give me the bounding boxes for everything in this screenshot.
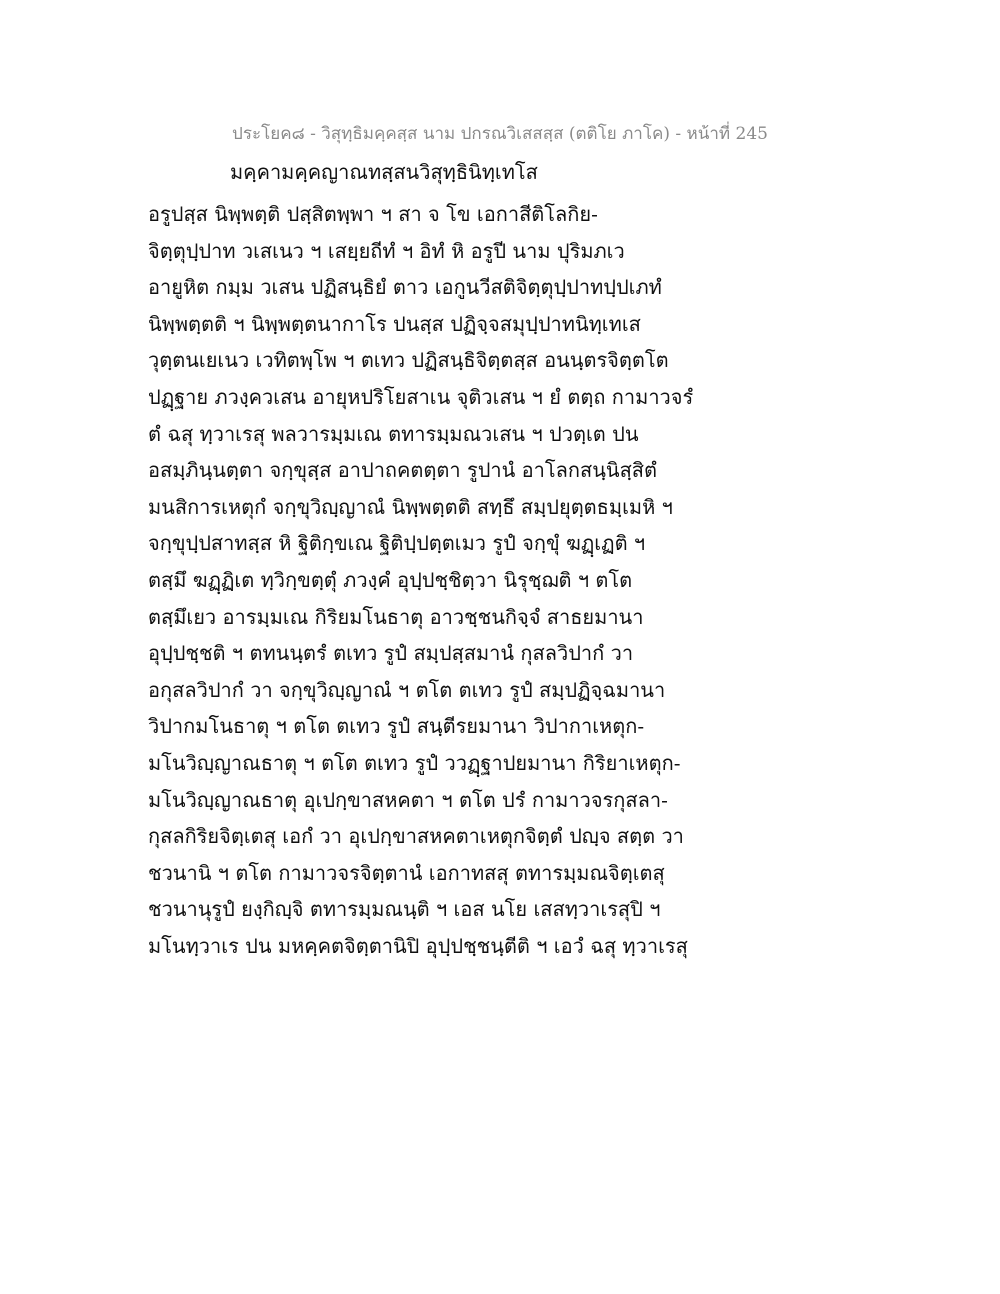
text-line: วิปากมโนธาตุ ฯ ตโต ตเทว รูปํ สนฺตีรยมานา วิปากาเหตุก- [148,714,645,739]
text-line: มโนวิญฺญาณธาตุ อุเปกฺขาสหคตา ฯ ตโต ปรํ กามาวจรกุสลา- [148,787,668,812]
text-line: ตสฺมึเยว อารมฺมเณ กิริยมโนธาตุ อาวชฺชนกิจฺจํ สาธยมานา [148,604,644,629]
text-line: จิตฺตุปฺปาท วเสเนว ฯ เสยฺยถีทํ ฯ อิทํ หิ อรูปี นาม ปุริมภเว [148,238,625,263]
text-line: อกุสลวิปากํ วา จกฺขุวิญฺญาณํ ฯ ตโต ตเทว รูปํ สมฺปฏิจฺฉมานา [148,677,666,702]
text-line: ตํ ฉสุ ทฺวาเรสุ พลวารมฺมเณ ตทารมฺมณวเสน ฯ ปวตฺเต ปน [148,421,639,446]
text-line: อสมฺภินฺนตฺตา จกฺขุสฺส อาปาถคตตฺตา รูปานํ อาโลกสนฺนิสฺสิตํ [148,458,657,483]
text-line: ชวนานุรูปํ ยงฺกิญฺจิ ตทารมฺมณนฺติ ฯ เอส นโย เสสทฺวาเรสุปิ ฯ [148,897,661,922]
section-heading: มคฺคามคฺคญาณทสฺสนวิสุทฺธินิทฺเทโส [230,160,538,184]
text-line: อายูหิต กมฺม วเสน ปฏิสนฺธิยํ ตาว เอกูนวีสติจิตฺตุปฺปาทปฺปเภทํ [148,275,662,300]
text-line: อุปฺปชฺชติ ฯ ตทนนฺตรํ ตเทว รูปํ สมฺปสฺสมานํ กุสลวิปากํ วา [148,641,634,666]
text-line: ตสฺมึ ฆฏฺฏิเต ทฺวิกฺขตฺตุํ ภวงฺคํ อุปฺปชฺชิตฺวา นิรุชฺฌติ ฯ ตโต [148,567,633,592]
text-line: มนสิการเหตุกํ จกฺขุวิญฺญาณํ นิพฺพตฺตติ สทฺธึ สมฺปยุตฺตธมฺเมหิ ฯ [148,494,673,519]
text-line: จกฺขุปฺปสาทสฺส หิ ฐิติกฺขเณ ฐิติปฺปตฺตเมว รูปํ จกฺขุํ ฆฏฺเฏติ ฯ [148,531,646,556]
running-header: ประโยค๘ - วิสุทฺธิมคฺคสฺส นาม ปกรณวิเสสสฺส (ตติโย ภาโค) - หน้าที่ 245 [232,124,768,144]
text-line: มโนทฺวาเร ปน มหคฺคตจิตฺตานิปิ อุปฺปชฺชนฺตีติ ฯ เอวํ ฉสุ ทฺวาเรสุ [148,933,688,958]
text-line: วุตฺตนเยเนว เวทิตพฺโพ ฯ ตเทว ปฏิสนฺธิจิตฺตสฺส อนนฺตรจิตฺตโต [148,348,669,373]
body-text [148,196,708,964]
text-line: มโนวิญฺญาณธาตุ ฯ ตโต ตเทว รูปํ ววฏฺฐาปยมานา กิริยาเหตุก- [148,750,681,775]
text-line: ชวนานิ ฯ ตโต กามาวจรจิตฺตานํ เอกาทสสุ ตทารมฺมณจิตฺเตสุ [148,860,665,885]
text-line: อรูปสฺส นิพฺพตฺติ ปสฺสิตพฺพา ฯ สา จ โข เอกาสีติโลกิย- [148,202,598,226]
text-line: กุสลกิริยจิตฺเตสุ เอกํ วา อุเปกฺขาสหคตาเหตุกจิตฺตํ ปญฺจ สตฺต วา [148,824,684,849]
text-line: ปฏฺฐาย ภวงฺควเสน อายุหปริโยสาเน จุติวเสน ฯ ยํ ตตฺถ กามาวจรํ [148,384,694,409]
text-line: นิพฺพตฺตติ ฯ นิพฺพตฺตนากาโร ปนสฺส ปฏิจฺจสมุปฺปาทนิทฺเทเส [148,311,641,336]
